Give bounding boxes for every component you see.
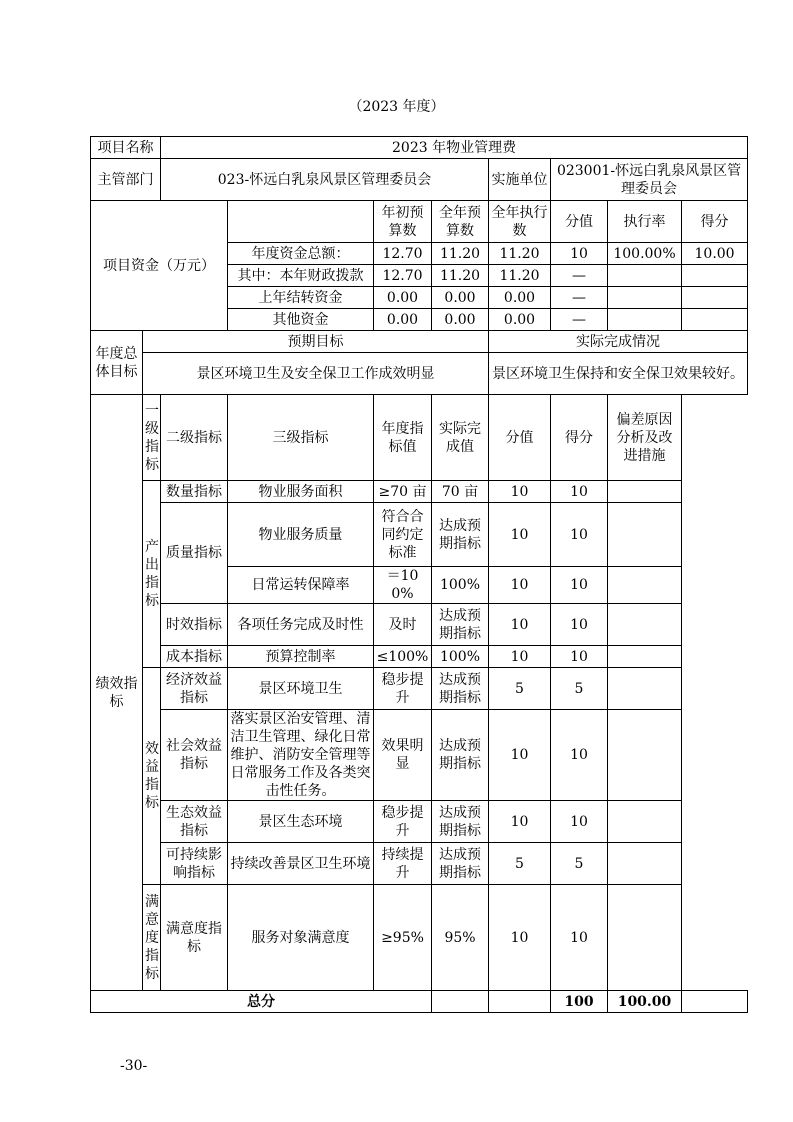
deviation-cell [608,503,682,567]
deviation-cell [608,604,682,646]
score-cell: 10 [551,801,608,843]
target-cell: 持续提升 [374,843,432,885]
actual-cell: 70 亩 [432,481,489,503]
funds-annual: 0.00 [432,287,489,309]
level3-cell: 景区环境卫生 [228,668,374,710]
score-cell: 10 [551,646,608,668]
funds-initial: 0.00 [374,309,432,331]
score-value-cell: 10 [489,567,551,604]
impl-unit-label: 实施单位 [489,159,551,201]
project-name-label: 项目名称 [91,137,161,159]
score-cell: 10 [551,503,608,567]
target-cell: 稳步提升 [374,801,432,843]
target-cell: ＝100% [374,567,432,604]
actual-cell: 100% [432,567,489,604]
funds-row-label: 上年结转资金 [228,287,374,309]
target-header: 年度指标值 [374,395,432,481]
actual-cell: 达成预期指标 [432,503,489,567]
funds-header-rate: 执行率 [608,201,682,243]
target-cell: ≥70 亩 [374,481,432,503]
score-value-cell: 10 [489,646,551,668]
score-header: 得分 [551,395,608,481]
level3-cell: 持续改善景区卫生环境 [228,843,374,885]
actual-cell: 达成预期指标 [432,668,489,710]
score-value-cell: 10 [489,481,551,503]
deviation-cell [608,801,682,843]
funds-header-annual: 全年预算数 [432,201,489,243]
performance-evaluation-table [90,136,748,1013]
score-value-cell: 10 [489,885,551,991]
score-cell: 10 [551,567,608,604]
funds-header-executed: 全年执行数 [489,201,551,243]
deviation-cell [608,710,682,801]
funds-annual: 11.20 [432,243,489,265]
score-value-cell: 10 [489,503,551,567]
funds-score-value: — [551,287,608,309]
score-cell: 10 [551,710,608,801]
score-value-cell: 10 [489,801,551,843]
total-score: 100.00 [608,991,682,1013]
output-group-label: 产出指标 [143,481,161,668]
funds-header-initial: 年初预算数 [374,201,432,243]
target-cell: 及时 [374,604,432,646]
dept-label: 主管部门 [91,159,161,201]
satisfaction-group-label: 满意度指标 [143,885,161,991]
funds-initial: 12.70 [374,243,432,265]
score-cell: 5 [551,668,608,710]
actual-cell: 达成预期指标 [432,843,489,885]
score-value-cell: 5 [489,843,551,885]
dept-value: 023-怀远白乳泉风景区管理委员会 [161,159,489,201]
actual-cell: 达成预期指标 [432,710,489,801]
funds-score-value: — [551,309,608,331]
funds-score [682,309,748,331]
page-number: -30- [120,1058,148,1074]
level3-cell: 服务对象满意度 [228,885,374,991]
total-blank-3 [682,991,748,1013]
funds-annual: 0.00 [432,309,489,331]
level2-header: 二级指标 [161,395,228,481]
funds-score: 10.00 [682,243,748,265]
level3-cell: 景区生态环境 [228,801,374,843]
funds-executed: 11.20 [489,265,551,287]
actual-result-text: 景区环境卫生保持和安全保卫效果较好。 [489,353,748,395]
score-cell: 10 [551,481,608,503]
level3-cell: 预算控制率 [228,646,374,668]
expected-goal-text: 景区环境卫生及安全保卫工作成效明显 [143,353,489,395]
funds-initial: 0.00 [374,287,432,309]
total-blank-2 [489,991,551,1013]
target-cell: ≥95% [374,885,432,991]
level2-cell: 满意度指标 [161,885,228,991]
project-name-value: 2023 年物业管理费 [161,137,748,159]
funds-score-value: — [551,265,608,287]
funds-annual: 11.20 [432,265,489,287]
funds-executed: 0.00 [489,287,551,309]
actual-cell: 95% [432,885,489,991]
level2-cell: 数量指标 [161,481,228,503]
total-score-value: 100 [551,991,608,1013]
actual-cell: 达成预期指标 [432,604,489,646]
total-label: 总分 [91,991,432,1013]
funds-score [682,265,748,287]
funds-rate: 100.00% [608,243,682,265]
level2-cell: 质量指标 [161,503,228,604]
score-value-header: 分值 [489,395,551,481]
expected-goal-header: 预期目标 [143,331,489,353]
level2-cell: 社会效益指标 [161,710,228,801]
level3-cell: 物业服务面积 [228,481,374,503]
funds-row-label: 其他资金 [228,309,374,331]
funds-header-blank [228,201,374,243]
score-value-cell: 5 [489,668,551,710]
funds-executed: 11.20 [489,243,551,265]
deviation-header: 偏差原因分析及改进措施 [608,395,682,481]
level3-cell: 物业服务质量 [228,503,374,567]
funds-initial: 12.70 [374,265,432,287]
level3-header: 三级指标 [228,395,374,481]
funds-score-value: 10 [551,243,608,265]
score-cell: 10 [551,604,608,646]
funds-executed: 0.00 [489,309,551,331]
deviation-cell [608,668,682,710]
level3-cell: 各项任务完成及时性 [228,604,374,646]
score-value-cell: 10 [489,604,551,646]
level2-cell: 时效指标 [161,604,228,646]
actual-result-header: 实际完成情况 [489,331,748,353]
funds-row-label: 年度资金总额： [228,243,374,265]
level3-cell: 日常运转保障率 [228,567,374,604]
deviation-cell [608,646,682,668]
funds-row-label: 其中：本年财政拨款 [228,265,374,287]
deviation-cell [608,843,682,885]
total-blank-1 [432,991,489,1013]
target-cell: 效果明显 [374,710,432,801]
deviation-cell [608,885,682,991]
actual-header: 实际完成值 [432,395,489,481]
target-cell: 符合合同约定标准 [374,503,432,567]
performance-indicators-label: 绩效指标 [91,395,143,991]
target-cell: 稳步提升 [374,668,432,710]
report-year-note: （2023 年度） [348,99,445,115]
level2-cell: 成本指标 [161,646,228,668]
level3-cell: 落实景区治安管理、清洁卫生管理、绿化日常维护、消防安全管理等日常服务工作及各类突击性任务。 [228,710,374,801]
level2-cell: 可持续影响指标 [161,843,228,885]
impl-unit-value: 023001-怀远白乳泉风景区管理委员会 [551,159,748,201]
actual-cell: 100% [432,646,489,668]
funds-header-score: 得分 [682,201,748,243]
deviation-cell [608,567,682,604]
level2-cell: 生态效益指标 [161,801,228,843]
level1-header: 一级指标 [143,395,161,481]
score-cell: 5 [551,843,608,885]
score-cell: 10 [551,885,608,991]
funds-rate [608,265,682,287]
deviation-cell [608,481,682,503]
funds-rate [608,309,682,331]
funds-rate [608,287,682,309]
funds-score [682,287,748,309]
level2-cell: 经济效益指标 [161,668,228,710]
funds-header-score-value: 分值 [551,201,608,243]
target-cell: ≤100% [374,646,432,668]
annual-goal-label: 年度总体目标 [91,331,143,395]
score-value-cell: 10 [489,710,551,801]
actual-cell: 达成预期指标 [432,801,489,843]
funds-label: 项目资金（万元） [91,201,228,331]
benefit-group-label: 效益指标 [143,668,161,885]
